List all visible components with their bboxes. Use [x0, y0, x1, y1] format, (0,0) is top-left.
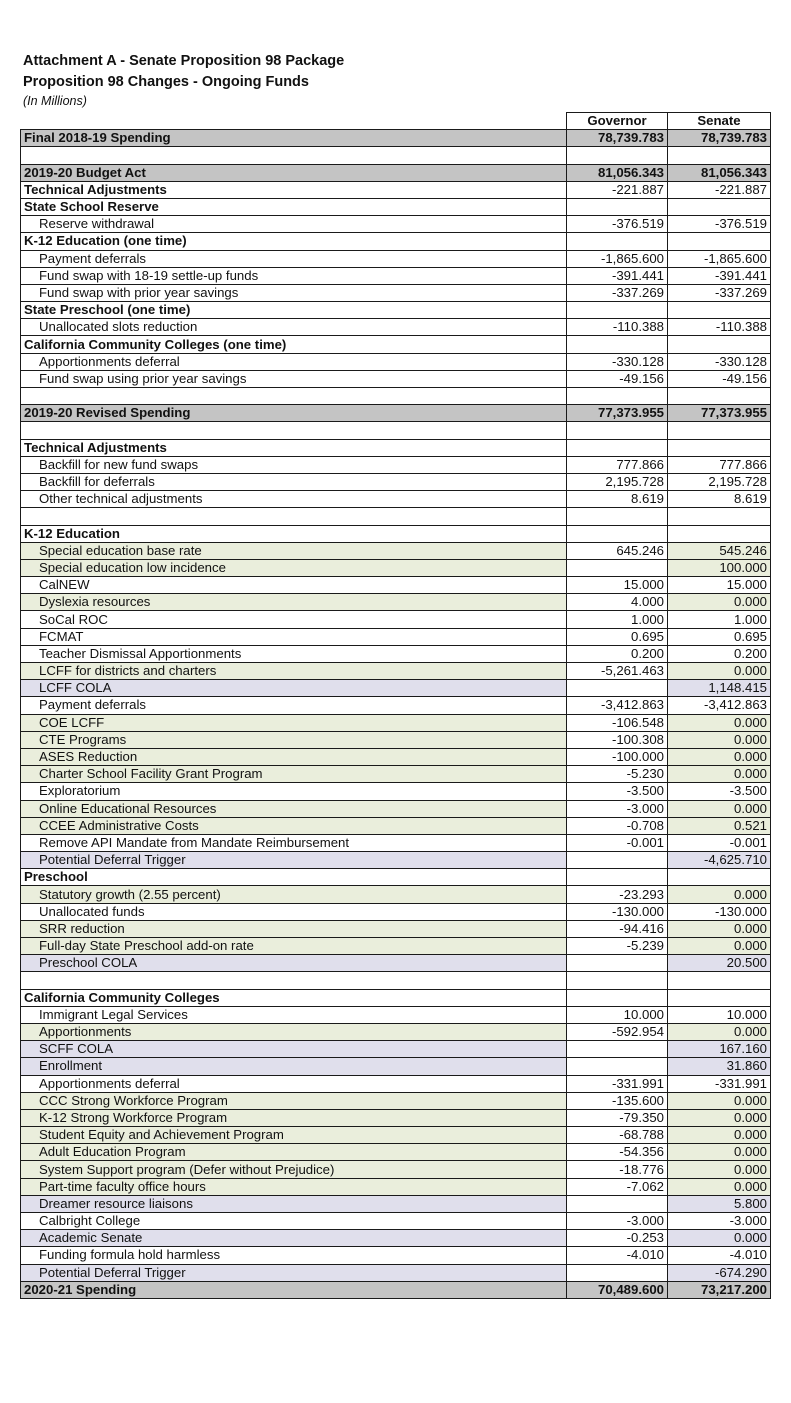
senate-value: -330.128	[668, 353, 771, 370]
table-row	[21, 731, 771, 748]
senate-value: 0.000	[668, 1144, 771, 1161]
governor-value: -68.788	[567, 1127, 668, 1144]
senate-value: 81,056.343	[668, 164, 771, 181]
table-row	[21, 1247, 771, 1264]
governor-value	[567, 955, 668, 972]
row-label: Potential Deferral Trigger	[21, 1264, 567, 1281]
senate-value: -49.156	[668, 370, 771, 387]
table-row	[21, 783, 771, 800]
governor-value: 645.246	[567, 542, 668, 559]
table-row	[21, 714, 771, 731]
row-label: LCFF for districts and charters	[21, 663, 567, 680]
row-label: State Preschool (one time)	[21, 302, 567, 319]
senate-value: 0.000	[668, 1092, 771, 1109]
senate-value: 777.866	[668, 456, 771, 473]
table-row	[21, 1230, 771, 1247]
governor-value: -391.441	[567, 267, 668, 284]
row-label	[21, 147, 567, 164]
senate-value	[668, 439, 771, 456]
table-row	[21, 697, 771, 714]
row-label: Online Educational Resources	[21, 800, 567, 817]
total-row	[21, 164, 771, 181]
senate-value: 0.200	[668, 645, 771, 662]
governor-value: -3.500	[567, 783, 668, 800]
senate-value	[668, 233, 771, 250]
governor-value: -592.954	[567, 1023, 668, 1040]
senate-value	[668, 388, 771, 405]
governor-value: -376.519	[567, 216, 668, 233]
governor-value: -18.776	[567, 1161, 668, 1178]
senate-value: 0.000	[668, 1178, 771, 1195]
table-row	[21, 1006, 771, 1023]
table-row	[21, 594, 771, 611]
table-row	[21, 491, 771, 508]
governor-value	[567, 198, 668, 215]
governor-value	[567, 388, 668, 405]
governor-value: -3.000	[567, 1213, 668, 1230]
header-governor: Governor	[567, 113, 668, 130]
governor-value: -0.001	[567, 834, 668, 851]
row-label: SoCal ROC	[21, 611, 567, 628]
table-row	[21, 370, 771, 387]
row-label: Backfill for deferrals	[21, 473, 567, 490]
table-row	[21, 284, 771, 301]
senate-value: 5.800	[668, 1195, 771, 1212]
senate-value: -3,412.863	[668, 697, 771, 714]
row-label	[21, 972, 567, 989]
governor-value: 0.695	[567, 628, 668, 645]
row-label: Special education low incidence	[21, 559, 567, 576]
table-row	[21, 267, 771, 284]
section-header-row	[21, 525, 771, 542]
senate-value: 0.000	[668, 714, 771, 731]
governor-value	[567, 1058, 668, 1075]
table-row	[21, 353, 771, 370]
row-label: Enrollment	[21, 1058, 567, 1075]
row-label: Technical Adjustments	[21, 439, 567, 456]
row-label: Immigrant Legal Services	[21, 1006, 567, 1023]
row-label: LCFF COLA	[21, 680, 567, 697]
senate-value: 10.000	[668, 1006, 771, 1023]
table-row	[21, 766, 771, 783]
table-row	[21, 663, 771, 680]
senate-value	[668, 198, 771, 215]
governor-value: 10.000	[567, 1006, 668, 1023]
row-label: Preschool COLA	[21, 955, 567, 972]
spacer-row	[21, 508, 771, 525]
governor-value: 77,373.955	[567, 405, 668, 422]
senate-value: 0.000	[668, 886, 771, 903]
row-label: 2019-20 Revised Spending	[21, 405, 567, 422]
row-label: Unallocated funds	[21, 903, 567, 920]
senate-value	[668, 989, 771, 1006]
row-label: CCC Strong Workforce Program	[21, 1092, 567, 1109]
governor-value: -100.000	[567, 748, 668, 765]
row-label: 2019-20 Budget Act	[21, 164, 567, 181]
row-label: Backfill for new fund swaps	[21, 456, 567, 473]
row-label: COE LCFF	[21, 714, 567, 731]
senate-value: -0.001	[668, 834, 771, 851]
row-label: ASES Reduction	[21, 748, 567, 765]
senate-value: 0.000	[668, 920, 771, 937]
governor-value: -49.156	[567, 370, 668, 387]
governor-value	[567, 147, 668, 164]
senate-value: -331.991	[668, 1075, 771, 1092]
table-row	[21, 852, 771, 869]
document-subtitle: Proposition 98 Changes - Ongoing Funds	[23, 74, 309, 90]
row-label: Fund swap with prior year savings	[21, 284, 567, 301]
row-label: Apportionments	[21, 1023, 567, 1040]
senate-value	[668, 525, 771, 542]
governor-value: -5,261.463	[567, 663, 668, 680]
governor-value: -7.062	[567, 1178, 668, 1195]
governor-value: -94.416	[567, 920, 668, 937]
senate-value: 0.000	[668, 766, 771, 783]
governor-value: -337.269	[567, 284, 668, 301]
senate-value: 78,739.783	[668, 130, 771, 147]
row-label: Payment deferrals	[21, 697, 567, 714]
governor-value: -23.293	[567, 886, 668, 903]
governor-value: -3,412.863	[567, 697, 668, 714]
row-label: Apportionments deferral	[21, 353, 567, 370]
senate-value: -376.519	[668, 216, 771, 233]
row-label: State School Reserve	[21, 198, 567, 215]
senate-value: 0.000	[668, 594, 771, 611]
row-label: K-12 Education (one time)	[21, 233, 567, 250]
row-label: CCEE Administrative Costs	[21, 817, 567, 834]
section-header-row	[21, 233, 771, 250]
governor-value	[567, 508, 668, 525]
governor-value: -0.708	[567, 817, 668, 834]
governor-value: 8.619	[567, 491, 668, 508]
spacer-row	[21, 388, 771, 405]
senate-value	[668, 972, 771, 989]
senate-value: -337.269	[668, 284, 771, 301]
table-row	[21, 920, 771, 937]
row-label: Funding formula hold harmless	[21, 1247, 567, 1264]
row-label: K-12 Education	[21, 525, 567, 542]
governor-value: -54.356	[567, 1144, 668, 1161]
row-label: Adult Education Program	[21, 1144, 567, 1161]
section-header-row	[21, 181, 771, 198]
table-row	[21, 748, 771, 765]
senate-value: 0.000	[668, 1023, 771, 1040]
governor-value	[567, 233, 668, 250]
row-label: Potential Deferral Trigger	[21, 852, 567, 869]
row-label: Final 2018-19 Spending	[21, 130, 567, 147]
senate-value: 31.860	[668, 1058, 771, 1075]
row-label: Part-time faculty office hours	[21, 1178, 567, 1195]
row-label: Payment deferrals	[21, 250, 567, 267]
senate-value: 100.000	[668, 559, 771, 576]
governor-value: -1,865.600	[567, 250, 668, 267]
governor-value: -330.128	[567, 353, 668, 370]
row-label: SRR reduction	[21, 920, 567, 937]
row-label: Other technical adjustments	[21, 491, 567, 508]
governor-value: 2,195.728	[567, 473, 668, 490]
senate-value: 0.000	[668, 938, 771, 955]
governor-value: 1.000	[567, 611, 668, 628]
row-label	[21, 422, 567, 439]
row-label: Calbright College	[21, 1213, 567, 1230]
section-header-row	[21, 336, 771, 353]
senate-value	[668, 147, 771, 164]
senate-value: 0.000	[668, 1109, 771, 1126]
row-label: Preschool	[21, 869, 567, 886]
row-label: Statutory growth (2.55 percent)	[21, 886, 567, 903]
governor-value: -5.230	[567, 766, 668, 783]
table-row	[21, 955, 771, 972]
row-label: Apportionments deferral	[21, 1075, 567, 1092]
governor-value: -5.239	[567, 938, 668, 955]
row-label	[21, 388, 567, 405]
senate-value: 0.000	[668, 800, 771, 817]
senate-value: 0.000	[668, 1127, 771, 1144]
senate-value: -4.010	[668, 1247, 771, 1264]
table-row	[21, 1144, 771, 1161]
row-label: SCFF COLA	[21, 1041, 567, 1058]
row-label: 2020-21 Spending	[21, 1281, 567, 1298]
row-label: K-12 Strong Workforce Program	[21, 1109, 567, 1126]
section-header-row	[21, 439, 771, 456]
table-row	[21, 1178, 771, 1195]
row-label: Exploratorium	[21, 783, 567, 800]
senate-value: 0.000	[668, 748, 771, 765]
row-label: CTE Programs	[21, 731, 567, 748]
senate-value: 0.695	[668, 628, 771, 645]
table-row	[21, 1075, 771, 1092]
table-row	[21, 628, 771, 645]
budget-table	[20, 112, 771, 1299]
governor-value	[567, 680, 668, 697]
table-row	[21, 1109, 771, 1126]
table-row	[21, 250, 771, 267]
senate-value: -1,865.600	[668, 250, 771, 267]
total-row	[21, 405, 771, 422]
governor-value: 777.866	[567, 456, 668, 473]
spacer-row	[21, 972, 771, 989]
senate-value: 0.000	[668, 1161, 771, 1178]
senate-value: 0.000	[668, 731, 771, 748]
senate-value: 167.160	[668, 1041, 771, 1058]
row-label: Dreamer resource liaisons	[21, 1195, 567, 1212]
table-row	[21, 1092, 771, 1109]
governor-value	[567, 302, 668, 319]
senate-value: 0.000	[668, 1230, 771, 1247]
senate-value: -3.000	[668, 1213, 771, 1230]
governor-value	[567, 525, 668, 542]
governor-value: 4.000	[567, 594, 668, 611]
governor-value	[567, 869, 668, 886]
senate-value: 15.000	[668, 577, 771, 594]
table-row	[21, 800, 771, 817]
governor-value	[567, 336, 668, 353]
row-label: Fund swap with 18-19 settle-up funds	[21, 267, 567, 284]
table-row	[21, 938, 771, 955]
section-header-row	[21, 198, 771, 215]
table-row	[21, 903, 771, 920]
row-label: Special education base rate	[21, 542, 567, 559]
senate-value: -221.887	[668, 181, 771, 198]
governor-value: 70,489.600	[567, 1281, 668, 1298]
table-row	[21, 1041, 771, 1058]
governor-value: 81,056.343	[567, 164, 668, 181]
senate-value: 2,195.728	[668, 473, 771, 490]
governor-value: -135.600	[567, 1092, 668, 1109]
spacer-row	[21, 147, 771, 164]
row-label: System Support program (Defer without Prejudice)	[21, 1161, 567, 1178]
document-title: Attachment A - Senate Proposition 98 Package	[23, 53, 345, 69]
row-label: Dyslexia resources	[21, 594, 567, 611]
governor-value	[567, 559, 668, 576]
governor-value	[567, 1041, 668, 1058]
table-row	[21, 886, 771, 903]
senate-value: 20.500	[668, 955, 771, 972]
table-row	[21, 834, 771, 851]
row-label: CalNEW	[21, 577, 567, 594]
table-row	[21, 680, 771, 697]
table-row	[21, 577, 771, 594]
table-row	[21, 1058, 771, 1075]
governor-value: -100.308	[567, 731, 668, 748]
row-label: Academic Senate	[21, 1230, 567, 1247]
governor-value: -3.000	[567, 800, 668, 817]
table-row	[21, 473, 771, 490]
row-label: Fund swap using prior year savings	[21, 370, 567, 387]
table-row	[21, 817, 771, 834]
governor-value: -221.887	[567, 181, 668, 198]
budget-table-container	[20, 112, 771, 1299]
table-row	[21, 1023, 771, 1040]
table-header-row	[21, 113, 771, 130]
row-label: Teacher Dismissal Apportionments	[21, 645, 567, 662]
document-header	[23, 51, 344, 109]
table-row	[21, 1213, 771, 1230]
units-note: (In Millions)	[23, 94, 87, 108]
governor-value	[567, 1264, 668, 1281]
row-label: California Community Colleges (one time)	[21, 336, 567, 353]
senate-value	[668, 869, 771, 886]
row-label: Full-day State Preschool add-on rate	[21, 938, 567, 955]
senate-value	[668, 508, 771, 525]
table-row	[21, 1264, 771, 1281]
senate-value: 0.000	[668, 663, 771, 680]
senate-value: -4,625.710	[668, 852, 771, 869]
table-row	[21, 559, 771, 576]
header-senate: Senate	[668, 113, 771, 130]
governor-value	[567, 972, 668, 989]
row-label: California Community Colleges	[21, 989, 567, 1006]
table-row	[21, 611, 771, 628]
senate-value: 73,217.200	[668, 1281, 771, 1298]
table-row	[21, 1161, 771, 1178]
spacer-row	[21, 422, 771, 439]
table-row	[21, 1127, 771, 1144]
governor-value: -0.253	[567, 1230, 668, 1247]
table-row	[21, 216, 771, 233]
senate-value: 1.000	[668, 611, 771, 628]
senate-value: 1,148.415	[668, 680, 771, 697]
table-row	[21, 1195, 771, 1212]
senate-value: -110.388	[668, 319, 771, 336]
table-row	[21, 456, 771, 473]
senate-value: -674.290	[668, 1264, 771, 1281]
section-header-row	[21, 302, 771, 319]
senate-value	[668, 422, 771, 439]
total-row	[21, 1281, 771, 1298]
governor-value	[567, 1195, 668, 1212]
senate-value	[668, 302, 771, 319]
senate-value: -391.441	[668, 267, 771, 284]
table-row	[21, 645, 771, 662]
section-header-row	[21, 869, 771, 886]
table-row	[21, 319, 771, 336]
table-row	[21, 542, 771, 559]
row-label: Technical Adjustments	[21, 181, 567, 198]
total-row	[21, 130, 771, 147]
governor-value	[567, 989, 668, 1006]
senate-value: 8.619	[668, 491, 771, 508]
row-label: Remove API Mandate from Mandate Reimbursement	[21, 834, 567, 851]
governor-value	[567, 852, 668, 869]
row-label: Student Equity and Achievement Program	[21, 1127, 567, 1144]
header-blank-cell	[21, 113, 567, 130]
row-label: FCMAT	[21, 628, 567, 645]
governor-value	[567, 439, 668, 456]
row-label	[21, 508, 567, 525]
governor-value: -130.000	[567, 903, 668, 920]
governor-value: -106.548	[567, 714, 668, 731]
row-label: Unallocated slots reduction	[21, 319, 567, 336]
governor-value: -4.010	[567, 1247, 668, 1264]
governor-value: -110.388	[567, 319, 668, 336]
governor-value: 0.200	[567, 645, 668, 662]
senate-value: 77,373.955	[668, 405, 771, 422]
governor-value: 15.000	[567, 577, 668, 594]
governor-value: -79.350	[567, 1109, 668, 1126]
row-label: Charter School Facility Grant Program	[21, 766, 567, 783]
senate-value: -3.500	[668, 783, 771, 800]
senate-value	[668, 336, 771, 353]
senate-value: -130.000	[668, 903, 771, 920]
senate-value: 545.246	[668, 542, 771, 559]
section-header-row	[21, 989, 771, 1006]
row-label: Reserve withdrawal	[21, 216, 567, 233]
governor-value: 78,739.783	[567, 130, 668, 147]
governor-value	[567, 422, 668, 439]
senate-value: 0.521	[668, 817, 771, 834]
governor-value: -331.991	[567, 1075, 668, 1092]
